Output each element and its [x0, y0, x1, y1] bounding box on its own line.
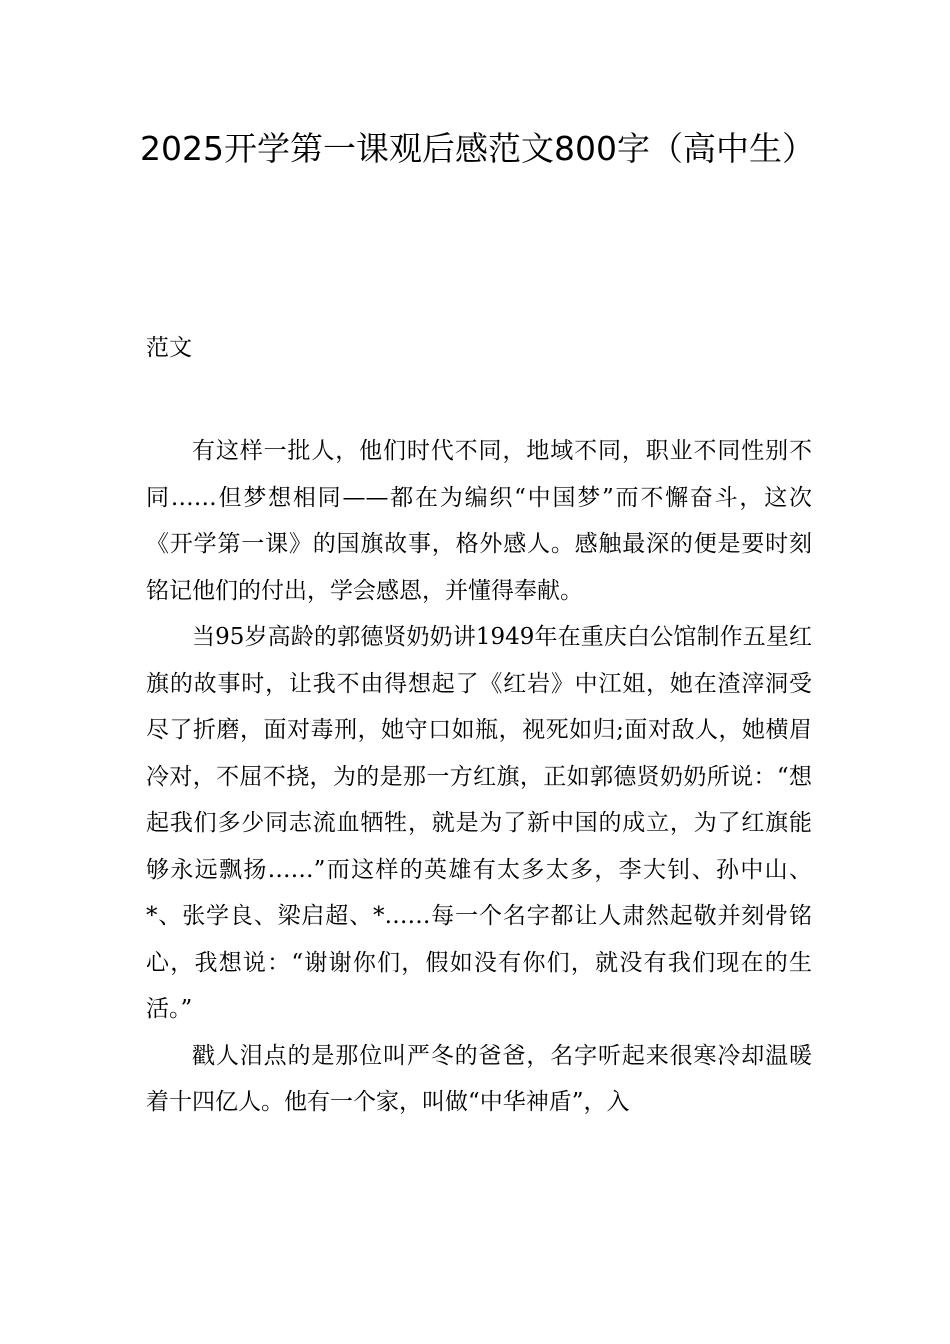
paragraph: 有这样一批人，他们时代不同，地域不同，职业不同性别不同……但梦想相同——都在为编织“中国梦”而不懈奋斗，这次《开学第一课》的国旗故事，格外感人。感触最深的便是要时刻铭记他们的付出，学会感恩，并懂得奉献。 [146, 438, 812, 604]
section-label: 范文 [146, 335, 192, 361]
paragraph: 戳人泪点的是那位叫严冬的爸爸，名字听起来很寒冷却温暖着十四亿人。他有一个家，叫做“中华神盾”，入 [146, 1042, 812, 1115]
document-title: 2025开学第一课观后感范文800字（高中生） [140, 129, 815, 168]
article-body [146, 428, 812, 1126]
paragraph: 当95岁高龄的郭德贤奶奶讲1949年在重庆白公馆制作五星红旗的故事时，让我不由得想起了《红岩》中江姐，她在渣滓洞受尽了折磨，面对毒刑，她守口如瓶，视死如归;面对敌人，她横眉冷对，不屈不挠，为的是那一方红旗，正如郭德贤奶奶所说：“想起我们多少同志流血牺牲，就是为了新中国的成立，为了红旗能够永远飘扬……”而这样的英雄有太多太多，李大钊、孙中山、*、张学良、梁启超、*……每一个名字都让人肃然起敬并刻骨铭心，我想说：“谢谢你们，假如没有你们，就没有我们现在的生活。” [146, 624, 812, 1022]
